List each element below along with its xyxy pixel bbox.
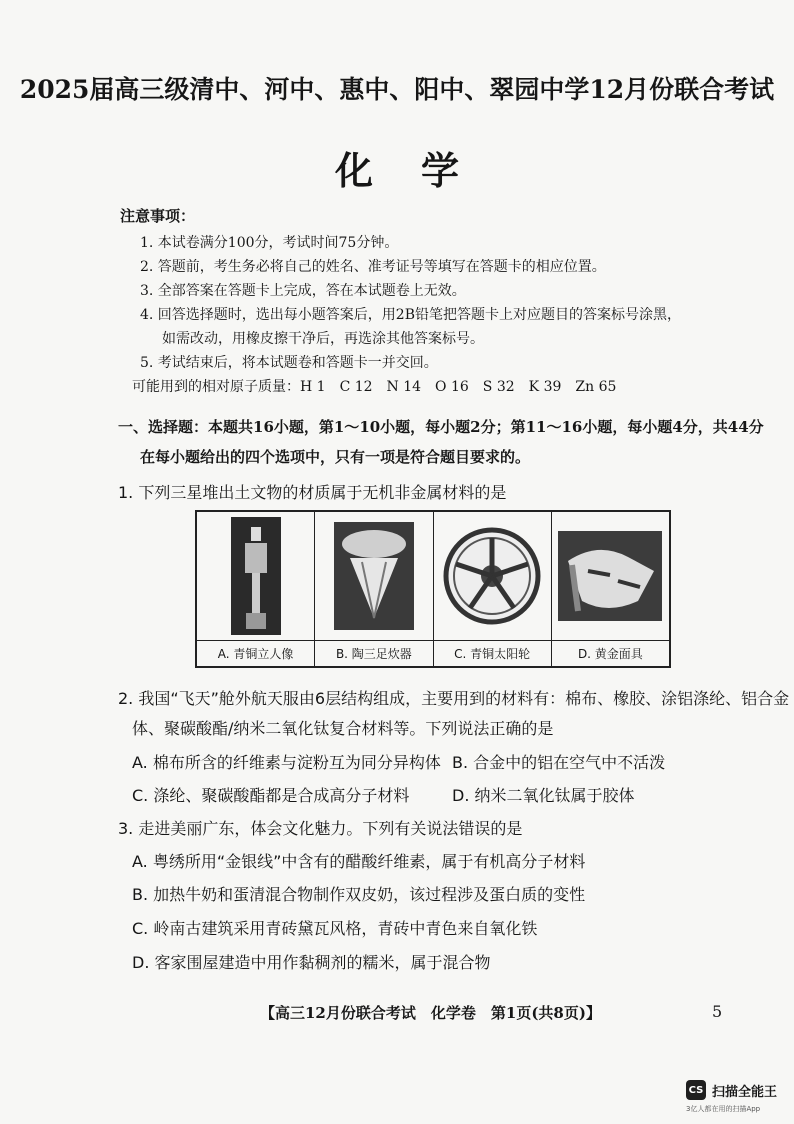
question-3-option-b: B. 加热牛奶和蛋清混合物制作双皮奶，该过程涉及蛋白质的变性 xyxy=(132,885,586,904)
question-2-option-a: A. 棉布所含的纤维素与淀粉互为同分异构体 xyxy=(132,753,441,772)
option-a-caption: A. 青铜立人像 xyxy=(217,647,294,661)
bronze-statue-image xyxy=(197,512,314,641)
watermark-subtitle: 3亿人都在用的扫描App xyxy=(686,1105,761,1113)
option-a-cell xyxy=(197,512,315,666)
question-1-stem: 1. 下列三星堆出土文物的材质属于无机非金属材料的是 xyxy=(118,483,507,502)
question-2-stem: 2. 我国“飞天”舱外航天服由6层结构组成，主要用到的材料有：棉布、橡胶、涂铝涤纶、铝合金 xyxy=(118,689,790,708)
notice-item: 3. 全部答案在答题卡上完成，答在本试题卷上无效。 xyxy=(140,283,466,299)
question-2-option-b: B. 合金中的铝在空气中不活泼 xyxy=(452,753,666,772)
section-heading: 一、选择题：本题共16小题，第1～10小题，每小题2分；第11～16小题，每小题4分，共44分 xyxy=(118,418,764,436)
notice-item: 如需改动，用橡皮擦干净后，再选涂其他答案标号。 xyxy=(162,331,484,347)
section-instruction: 在每小题给出的四个选项中，只有一项是符合题目要求的。 xyxy=(140,448,531,466)
question-3-option-a: A. 粤绣所用“金银线”中含有的醋酸纤维素，属于有机高分子材料 xyxy=(132,852,586,871)
notice-item: 5. 考试结束后，将本试题卷和答题卡一并交回。 xyxy=(140,355,438,371)
option-d-caption: D. 黄金面具 xyxy=(577,647,643,661)
notice-item: 2. 答题前，考生务必将自己的姓名、准考证号等填写在答题卡的相应位置。 xyxy=(140,259,606,275)
notice-item: 1. 本试卷满分100分，考试时间75分钟。 xyxy=(140,235,399,251)
exam-title: 2025届高三级清中、河中、惠中、阳中、翠园中学12月份联合考试 xyxy=(19,75,775,104)
notice-item: 4. 回答选择题时，选出每小题答案后，用2B铅笔把答题卡上对应题目的答案标号涂黑， xyxy=(140,307,682,323)
gold-mask-image xyxy=(552,512,669,641)
question-3-stem: 3. 走进美丽广东，体会文化魅力。下列有关说法错误的是 xyxy=(118,819,523,838)
question-2-option-c: C. 涤纶、聚碳酸酯都是合成高分子材料 xyxy=(132,786,410,805)
bronze-sun-wheel-image xyxy=(434,512,551,641)
question-3-option-c: C. 岭南古建筑采用青砖黛瓦风格，青砖中青色来自氧化铁 xyxy=(132,919,538,938)
page-number: 5 xyxy=(712,1002,723,1021)
question-3-option-d: D. 客家围屋建造中用作黏稠剂的糯米，属于混合物 xyxy=(132,953,491,972)
question-2-option-d: D. 纳米二氧化钛属于胶体 xyxy=(452,786,635,805)
notice-heading: 注意事项： xyxy=(120,207,196,225)
artifact-image-table xyxy=(195,510,671,668)
option-b-caption: B. 陶三足炊器 xyxy=(335,647,412,661)
option-d-cell xyxy=(552,512,669,666)
option-c-caption: C. 青铜太阳轮 xyxy=(454,647,531,661)
atomic-masses: 可能用到的相对原子质量：H 1 C 12 N 14 O 16 S 32 K 39 Zn 65 xyxy=(132,379,617,395)
question-2-stem-cont: 体、聚碳酸酯/纳米二氧化钛复合材料等。下列说法正确的是 xyxy=(132,719,554,738)
option-c-cell xyxy=(434,512,552,666)
page-footer: 【高三12月份联合考试 化学卷 第1页(共8页)】 xyxy=(260,1004,601,1022)
scanner-watermark xyxy=(686,1080,777,1100)
watermark-name: 扫描全能王 xyxy=(712,1084,778,1100)
pottery-vessel-image xyxy=(315,512,432,641)
subject-title: 化学 xyxy=(334,148,507,193)
camscanner-logo-icon: CS xyxy=(686,1080,706,1100)
option-b-cell xyxy=(315,512,433,666)
